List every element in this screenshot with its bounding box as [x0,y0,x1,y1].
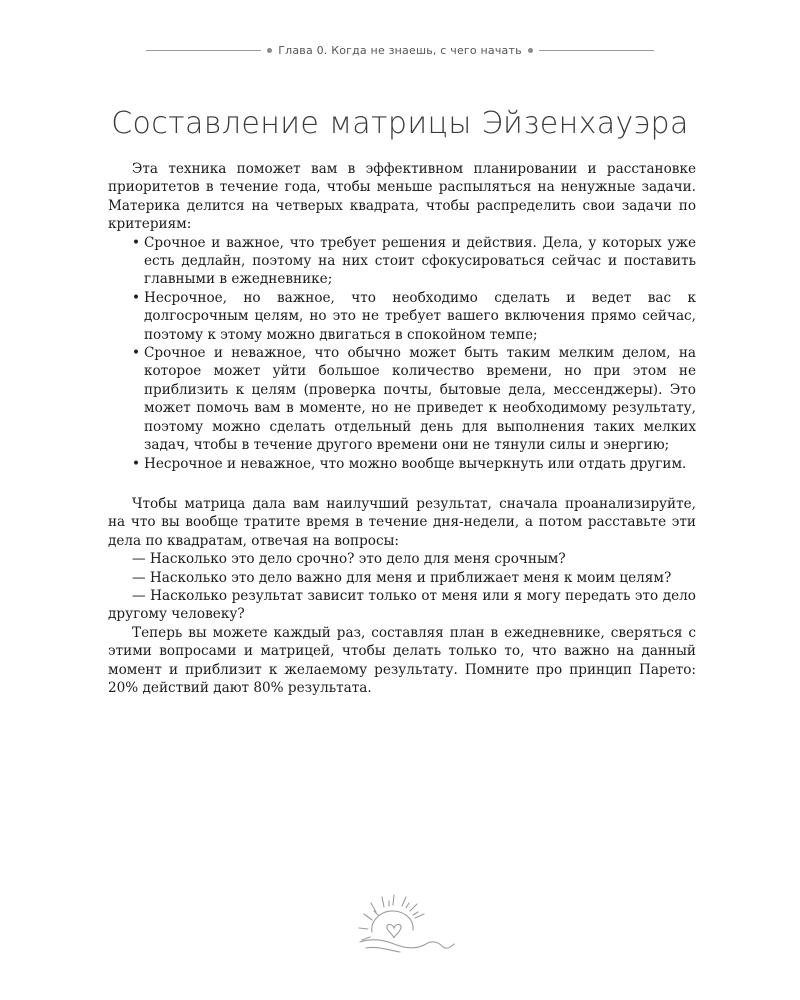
criteria-list [108,234,696,473]
criteria-item-urgent-not-important: • Срочное и неважное, что обычно может быть таким мелким делом, на которое может уйти большое количество времени, но при этом не приблизить к целям (проверка почты, бытовые дела, мессенджеры). Это может помочь вам в моменте, но не приведет к необходимому результату, поэтому можно сделать отдельный день для выполнения таких мелких задач, чтобы в течение другого времени они не тянули силы и энергию; [130,344,696,454]
running-head-text: Глава 0. Когда не знаешь, с чего начать [278,43,522,57]
page-title: Составление матрицы Эйзенхауэра [111,106,689,141]
running-head-dot-right [528,48,533,53]
analysis-paragraph: Чтобы матрица дала вам наилучший результат, сначала проанализируйте, на что вы вообще тратите время в течение дня-недели, а потом расставьте эти дела по квадратам, отвечая на вопросы: [108,495,696,549]
running-head-rule-right [539,50,654,51]
body-text [108,160,696,697]
criteria-item-not-urgent-important: • Несрочное, но важное, что необходимо сделать и ведет вас к долгосрочным целям, но это не требует вашего включения прямо сейчас, поэтому к этому можно двигаться в спокойном темпе; [130,289,696,344]
closing-paragraph: Теперь вы можете каждый раз, составляя план в ежедневнике, сверяться с этими вопросами и матрицей, чтобы делать только то, что важно на данный момент и приблизит к желаемому результату. Помните про принцип Парето: 20% действий дают 80% результата. [108,624,696,696]
running-head [146,38,654,62]
criteria-item-not-urgent-not-important: • Несрочное и неважное, что можно вообще вычеркнуть или отдать другим. [130,455,696,473]
question-2: — Насколько это дело важно для меня и приближает меня к моим целям? [132,569,672,586]
running-head-dot-left [267,48,272,53]
question-1: — Насколько это дело срочно? это дело для меня срочным? [132,551,566,568]
criteria-item-urgent-important: • Срочное и важное, что требует решения и действия. Дела, у которых уже есть дедлайн, поэтому на них стоит сфокусироваться сейчас и поставить главными в ежедневнике; [130,234,696,289]
paragraph-gap [108,473,696,495]
sun-doodle-icon [342,880,462,970]
intro-paragraph: Эта техника поможет вам в эффективном планировании и расстановке приоритетов в течение года, чтобы меньше распыляться на ненужные задачи. Материка делится на четверых квадрата, чтобы распределить свои задачи по критериям: [108,161,696,233]
question-3: — Насколько результат зависит только от меня или я могу передать это дело другому человеку? [108,587,696,623]
running-head-rule-left [146,50,261,51]
